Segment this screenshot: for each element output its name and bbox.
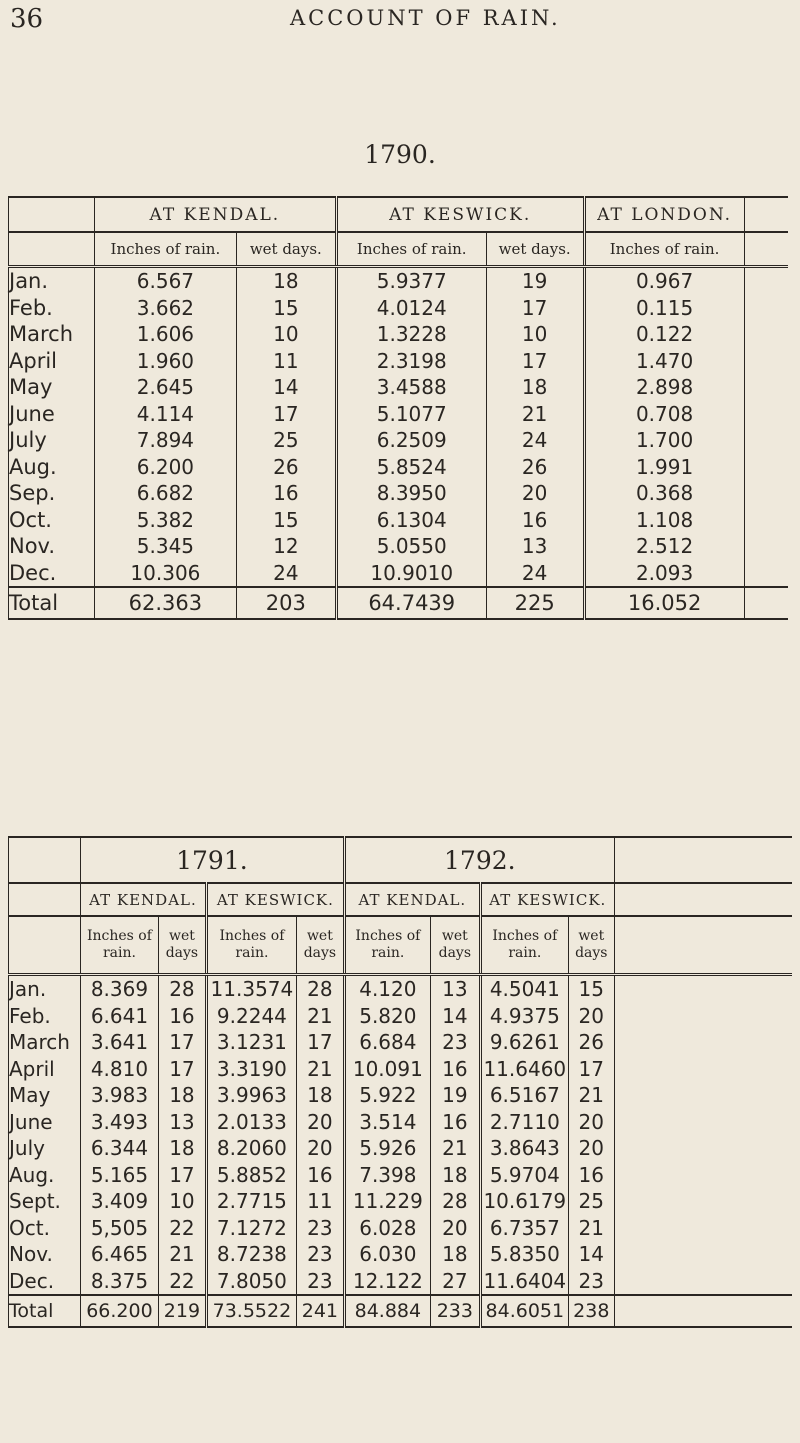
table-row xyxy=(9,533,789,560)
value-cell: 18 xyxy=(430,1241,480,1268)
table-row xyxy=(9,975,793,1003)
value-cell: 17 xyxy=(486,295,584,322)
table-row xyxy=(9,1241,793,1268)
value-cell: 17 xyxy=(486,348,584,375)
value-cell: 11.6404 xyxy=(480,1268,568,1296)
row-spacer xyxy=(744,267,788,295)
value-cell: 6.641 xyxy=(80,1003,158,1030)
value-cell: 3.514 xyxy=(344,1109,430,1136)
value-cell: 25 xyxy=(236,427,336,454)
row-spacer xyxy=(744,507,788,534)
table-row xyxy=(9,507,789,534)
unit-header xyxy=(206,916,296,975)
value-cell: 1.960 xyxy=(94,348,236,375)
value-cell: 3.4588 xyxy=(336,374,486,401)
value-cell: 5.0550 xyxy=(336,533,486,560)
row-spacer xyxy=(614,1029,792,1056)
table-row xyxy=(9,427,789,454)
value-cell: 26 xyxy=(486,454,584,481)
table-body-1791-1792 xyxy=(9,975,793,1296)
value-cell: 1.108 xyxy=(584,507,744,534)
unit-header xyxy=(80,916,158,975)
month-cell: April xyxy=(9,348,95,375)
row-spacer xyxy=(744,321,788,348)
table-row xyxy=(9,1082,793,1109)
value-cell: 14 xyxy=(568,1241,614,1268)
value-cell: 9.6261 xyxy=(480,1029,568,1056)
month-cell: Jan. xyxy=(9,975,81,1003)
unit-header-line: Inches of xyxy=(86,928,152,944)
value-cell: 16 xyxy=(430,1109,480,1136)
value-cell: 0.122 xyxy=(584,321,744,348)
rain-table-1790 xyxy=(8,196,788,620)
value-cell: 4.120 xyxy=(344,975,430,1003)
value-cell: 7.1272 xyxy=(206,1215,296,1242)
table-row xyxy=(9,1162,793,1189)
month-cell: May xyxy=(9,1082,81,1109)
value-cell: 20 xyxy=(568,1109,614,1136)
value-cell: 24 xyxy=(486,427,584,454)
value-cell: 10 xyxy=(486,321,584,348)
total-row-1791-1792 xyxy=(9,1295,793,1327)
unit-header xyxy=(158,916,206,975)
total-value: 66.200 xyxy=(80,1295,158,1327)
value-cell: 20 xyxy=(568,1003,614,1030)
row-spacer xyxy=(614,1188,792,1215)
value-cell: 3.8643 xyxy=(480,1135,568,1162)
value-cell: 11 xyxy=(236,348,336,375)
value-cell: 17 xyxy=(296,1029,344,1056)
row-spacer xyxy=(614,1268,792,1296)
value-cell: 10.091 xyxy=(344,1056,430,1083)
value-cell: 14 xyxy=(430,1003,480,1030)
value-cell: 1.700 xyxy=(584,427,744,454)
unit-header: wet days. xyxy=(486,232,584,267)
value-cell: 3.493 xyxy=(80,1109,158,1136)
value-cell: 1.606 xyxy=(94,321,236,348)
total-value: 16.052 xyxy=(584,587,744,619)
value-cell: 17 xyxy=(236,401,336,428)
table-row xyxy=(9,1056,793,1083)
total-value: 64.7439 xyxy=(336,587,486,619)
value-cell: 8.2060 xyxy=(206,1135,296,1162)
value-cell: 6.344 xyxy=(80,1135,158,1162)
value-cell: 3.641 xyxy=(80,1029,158,1056)
total-value: 203 xyxy=(236,587,336,619)
value-cell: 6.030 xyxy=(344,1241,430,1268)
value-cell: 8.7238 xyxy=(206,1241,296,1268)
year-header-row xyxy=(9,837,793,883)
unit-header xyxy=(480,916,568,975)
value-cell: 23 xyxy=(430,1029,480,1056)
table-row xyxy=(9,480,789,507)
station-keswick-1791: AT KESWICK. xyxy=(206,883,344,916)
value-cell: 5.8852 xyxy=(206,1162,296,1189)
value-cell: 2.7715 xyxy=(206,1188,296,1215)
row-spacer xyxy=(744,560,788,588)
value-cell: 16 xyxy=(568,1162,614,1189)
station-keswick-1792: AT KESWICK. xyxy=(480,883,614,916)
value-cell: 21 xyxy=(568,1215,614,1242)
value-cell: 25 xyxy=(568,1188,614,1215)
row-spacer xyxy=(614,916,792,975)
value-cell: 7.894 xyxy=(94,427,236,454)
value-cell: 21 xyxy=(568,1082,614,1109)
month-cell: June xyxy=(9,401,95,428)
value-cell: 16 xyxy=(236,480,336,507)
row-spacer xyxy=(744,374,788,401)
unit-header: Inches of rain. xyxy=(94,232,236,267)
unit-header-line: wet xyxy=(441,928,468,944)
value-cell: 7.398 xyxy=(344,1162,430,1189)
value-cell: 17 xyxy=(158,1029,206,1056)
value-cell: 23 xyxy=(296,1241,344,1268)
value-cell: 4.810 xyxy=(80,1056,158,1083)
month-cell: Sep. xyxy=(9,480,95,507)
table-row xyxy=(9,348,789,375)
unit-header-line: days xyxy=(303,945,337,961)
value-cell: 10 xyxy=(236,321,336,348)
value-cell: 3.409 xyxy=(80,1188,158,1215)
value-cell: 27 xyxy=(430,1268,480,1296)
value-cell: 17 xyxy=(158,1162,206,1189)
total-value: 62.363 xyxy=(94,587,236,619)
month-cell: July xyxy=(9,1135,81,1162)
value-cell: 10.9010 xyxy=(336,560,486,588)
value-cell: 1.991 xyxy=(584,454,744,481)
unit-header-line: rain. xyxy=(371,945,405,961)
value-cell: 23 xyxy=(296,1268,344,1296)
month-cell: Aug. xyxy=(9,454,95,481)
value-cell: 23 xyxy=(568,1268,614,1296)
month-cell: Feb. xyxy=(9,295,95,322)
value-cell: 17 xyxy=(568,1056,614,1083)
value-cell: 1.470 xyxy=(584,348,744,375)
table-row xyxy=(9,1003,793,1030)
value-cell: 15 xyxy=(236,295,336,322)
row-spacer xyxy=(614,1215,792,1242)
value-cell: 6.028 xyxy=(344,1215,430,1242)
value-cell: 19 xyxy=(430,1082,480,1109)
month-cell: Dec. xyxy=(9,560,95,588)
value-cell: 0.708 xyxy=(584,401,744,428)
unit-header-line: days xyxy=(575,945,608,961)
unit-header-line: wet xyxy=(306,928,333,944)
unit-header xyxy=(344,916,430,975)
value-cell: 11.6460 xyxy=(480,1056,568,1083)
station-header-row xyxy=(9,883,793,916)
station-kendal-1792: AT KENDAL. xyxy=(344,883,480,916)
total-value: 225 xyxy=(486,587,584,619)
total-value: 241 xyxy=(296,1295,344,1327)
running-head: ACCOUNT OF RAIN. xyxy=(290,6,561,30)
value-cell: 4.5041 xyxy=(480,975,568,1003)
value-cell: 2.7110 xyxy=(480,1109,568,1136)
value-cell: 28 xyxy=(158,975,206,1003)
unit-header-line: Inches of xyxy=(219,928,285,944)
value-cell: 15 xyxy=(236,507,336,534)
unit-header-line: Inches of xyxy=(355,928,421,944)
value-cell: 6.2509 xyxy=(336,427,486,454)
value-cell: 19 xyxy=(486,267,584,295)
total-value: 84.6051 xyxy=(480,1295,568,1327)
value-cell: 17 xyxy=(158,1056,206,1083)
page-number: 36 xyxy=(10,4,44,34)
value-cell: 20 xyxy=(486,480,584,507)
year-title-1792: 1792. xyxy=(344,837,614,883)
value-cell: 5.165 xyxy=(80,1162,158,1189)
unit-header: Inches of rain. xyxy=(584,232,744,267)
table-row xyxy=(9,1215,793,1242)
value-cell: 22 xyxy=(158,1268,206,1296)
station-keswick: AT KESWICK. xyxy=(336,197,584,232)
value-cell: 5.8524 xyxy=(336,454,486,481)
row-spacer xyxy=(744,348,788,375)
value-cell: 16 xyxy=(430,1056,480,1083)
unit-header-line: rain. xyxy=(235,945,269,961)
value-cell: 18 xyxy=(296,1082,344,1109)
total-value: 84.884 xyxy=(344,1295,430,1327)
table-row xyxy=(9,1268,793,1296)
month-cell: Oct. xyxy=(9,1215,81,1242)
table-row xyxy=(9,560,789,588)
station-kendal-1791: AT KENDAL. xyxy=(80,883,206,916)
value-cell: 3.9963 xyxy=(206,1082,296,1109)
month-cell: Nov. xyxy=(9,533,95,560)
value-cell: 16 xyxy=(158,1003,206,1030)
total-value: 73.5522 xyxy=(206,1295,296,1327)
value-cell: 3.3190 xyxy=(206,1056,296,1083)
station-london: AT LONDON. xyxy=(584,197,744,232)
value-cell: 6.5167 xyxy=(480,1082,568,1109)
row-spacer xyxy=(614,1082,792,1109)
value-cell: 10.6179 xyxy=(480,1188,568,1215)
value-cell: 6.465 xyxy=(80,1241,158,1268)
row-spacer xyxy=(744,295,788,322)
value-cell: 0.967 xyxy=(584,267,744,295)
value-cell: 16 xyxy=(296,1162,344,1189)
value-cell: 10 xyxy=(158,1188,206,1215)
table-row xyxy=(9,454,789,481)
value-cell: 6.7357 xyxy=(480,1215,568,1242)
value-cell: 23 xyxy=(296,1215,344,1242)
value-cell: 18 xyxy=(486,374,584,401)
value-cell: 3.662 xyxy=(94,295,236,322)
value-cell: 5,505 xyxy=(80,1215,158,1242)
row-spacer xyxy=(614,1003,792,1030)
value-cell: 5.922 xyxy=(344,1082,430,1109)
value-cell: 6.682 xyxy=(94,480,236,507)
value-cell: 11.3574 xyxy=(206,975,296,1003)
unit-header-line: rain. xyxy=(102,945,136,961)
row-spacer xyxy=(614,1162,792,1189)
month-cell: March xyxy=(9,321,95,348)
value-cell: 2.093 xyxy=(584,560,744,588)
row-spacer xyxy=(614,1241,792,1268)
month-cell: March xyxy=(9,1029,81,1056)
row-spacer xyxy=(614,975,792,1003)
value-cell: 5.382 xyxy=(94,507,236,534)
value-cell: 4.9375 xyxy=(480,1003,568,1030)
value-cell: 18 xyxy=(236,267,336,295)
value-cell: 14 xyxy=(236,374,336,401)
row-spacer xyxy=(744,401,788,428)
row-spacer xyxy=(744,454,788,481)
total-label: Total xyxy=(9,1295,81,1327)
value-cell: 5.926 xyxy=(344,1135,430,1162)
value-cell: 18 xyxy=(158,1082,206,1109)
station-header-row xyxy=(9,197,789,232)
units-header-row xyxy=(9,916,793,975)
unit-header-line: Inches of xyxy=(492,928,558,944)
value-cell: 2.645 xyxy=(94,374,236,401)
value-cell: 3.983 xyxy=(80,1082,158,1109)
value-cell: 8.369 xyxy=(80,975,158,1003)
value-cell: 20 xyxy=(568,1135,614,1162)
month-cell: April xyxy=(9,1056,81,1083)
value-cell: 0.115 xyxy=(584,295,744,322)
month-cell: Feb. xyxy=(9,1003,81,1030)
value-cell: 6.684 xyxy=(344,1029,430,1056)
unit-header-line: days xyxy=(165,945,199,961)
month-cell: Sept. xyxy=(9,1188,81,1215)
row-spacer xyxy=(614,1295,792,1327)
rain-table-1791-1792 xyxy=(8,836,792,1328)
value-cell: 5.820 xyxy=(344,1003,430,1030)
table-row xyxy=(9,374,789,401)
value-cell: 24 xyxy=(486,560,584,588)
value-cell: 4.0124 xyxy=(336,295,486,322)
unit-header-line: wet xyxy=(578,928,605,944)
value-cell: 3.1231 xyxy=(206,1029,296,1056)
value-cell: 4.114 xyxy=(94,401,236,428)
unit-header xyxy=(296,916,344,975)
value-cell: 7.8050 xyxy=(206,1268,296,1296)
month-cell: Dec. xyxy=(9,1268,81,1296)
value-cell: 10.306 xyxy=(94,560,236,588)
station-kendal: AT KENDAL. xyxy=(94,197,336,232)
value-cell: 20 xyxy=(430,1215,480,1242)
unit-header xyxy=(568,916,614,975)
table-row xyxy=(9,321,789,348)
month-cell: Oct. xyxy=(9,507,95,534)
value-cell: 15 xyxy=(568,975,614,1003)
value-cell: 12 xyxy=(236,533,336,560)
unit-header-line: wet xyxy=(168,928,195,944)
month-cell: June xyxy=(9,1109,81,1136)
value-cell: 2.898 xyxy=(584,374,744,401)
row-spacer xyxy=(744,427,788,454)
value-cell: 21 xyxy=(296,1056,344,1083)
value-cell: 20 xyxy=(296,1109,344,1136)
total-row-1790 xyxy=(9,587,789,619)
row-spacer xyxy=(614,1109,792,1136)
value-cell: 21 xyxy=(296,1003,344,1030)
row-spacer xyxy=(744,480,788,507)
value-cell: 1.3228 xyxy=(336,321,486,348)
value-cell: 2.3198 xyxy=(336,348,486,375)
table-row xyxy=(9,1029,793,1056)
unit-header xyxy=(430,916,480,975)
year-title-1790: 1790. xyxy=(364,140,436,169)
value-cell: 6.1304 xyxy=(336,507,486,534)
value-cell: 21 xyxy=(430,1135,480,1162)
value-cell: 5.8350 xyxy=(480,1241,568,1268)
month-cell: July xyxy=(9,427,95,454)
month-cell: Nov. xyxy=(9,1241,81,1268)
year-title-1791: 1791. xyxy=(80,837,344,883)
value-cell: 12.122 xyxy=(344,1268,430,1296)
table-body-1790 xyxy=(9,267,789,588)
table-row xyxy=(9,267,789,295)
value-cell: 13 xyxy=(430,975,480,1003)
value-cell: 26 xyxy=(236,454,336,481)
value-cell: 8.375 xyxy=(80,1268,158,1296)
value-cell: 6.567 xyxy=(94,267,236,295)
table-row xyxy=(9,295,789,322)
value-cell: 5.345 xyxy=(94,533,236,560)
unit-header-line: days xyxy=(438,945,472,961)
total-value: 219 xyxy=(158,1295,206,1327)
value-cell: 18 xyxy=(158,1135,206,1162)
value-cell: 21 xyxy=(486,401,584,428)
value-cell: 13 xyxy=(158,1109,206,1136)
row-spacer xyxy=(614,1056,792,1083)
value-cell: 6.200 xyxy=(94,454,236,481)
unit-header: Inches of rain. xyxy=(336,232,486,267)
value-cell: 21 xyxy=(158,1241,206,1268)
value-cell: 20 xyxy=(296,1135,344,1162)
row-spacer xyxy=(744,533,788,560)
value-cell: 22 xyxy=(158,1215,206,1242)
value-cell: 5.1077 xyxy=(336,401,486,428)
value-cell: 5.9377 xyxy=(336,267,486,295)
month-cell: May xyxy=(9,374,95,401)
table-row xyxy=(9,1109,793,1136)
value-cell: 28 xyxy=(296,975,344,1003)
value-cell: 18 xyxy=(430,1162,480,1189)
value-cell: 0.368 xyxy=(584,480,744,507)
month-cell: Aug. xyxy=(9,1162,81,1189)
unit-header-line: rain. xyxy=(508,945,542,961)
value-cell: 13 xyxy=(486,533,584,560)
month-cell: Jan. xyxy=(9,267,95,295)
value-cell: 26 xyxy=(568,1029,614,1056)
units-header-row xyxy=(9,232,789,267)
value-cell: 8.3950 xyxy=(336,480,486,507)
value-cell: 28 xyxy=(430,1188,480,1215)
value-cell: 5.9704 xyxy=(480,1162,568,1189)
value-cell: 24 xyxy=(236,560,336,588)
value-cell: 11 xyxy=(296,1188,344,1215)
table-row xyxy=(9,1188,793,1215)
row-spacer xyxy=(614,1135,792,1162)
value-cell: 16 xyxy=(486,507,584,534)
value-cell: 2.512 xyxy=(584,533,744,560)
total-value: 233 xyxy=(430,1295,480,1327)
value-cell: 11.229 xyxy=(344,1188,430,1215)
value-cell: 9.2244 xyxy=(206,1003,296,1030)
total-label: Total xyxy=(9,587,95,619)
table-row xyxy=(9,401,789,428)
total-value: 238 xyxy=(568,1295,614,1327)
value-cell: 2.0133 xyxy=(206,1109,296,1136)
table-row xyxy=(9,1135,793,1162)
unit-header: wet days. xyxy=(236,232,336,267)
